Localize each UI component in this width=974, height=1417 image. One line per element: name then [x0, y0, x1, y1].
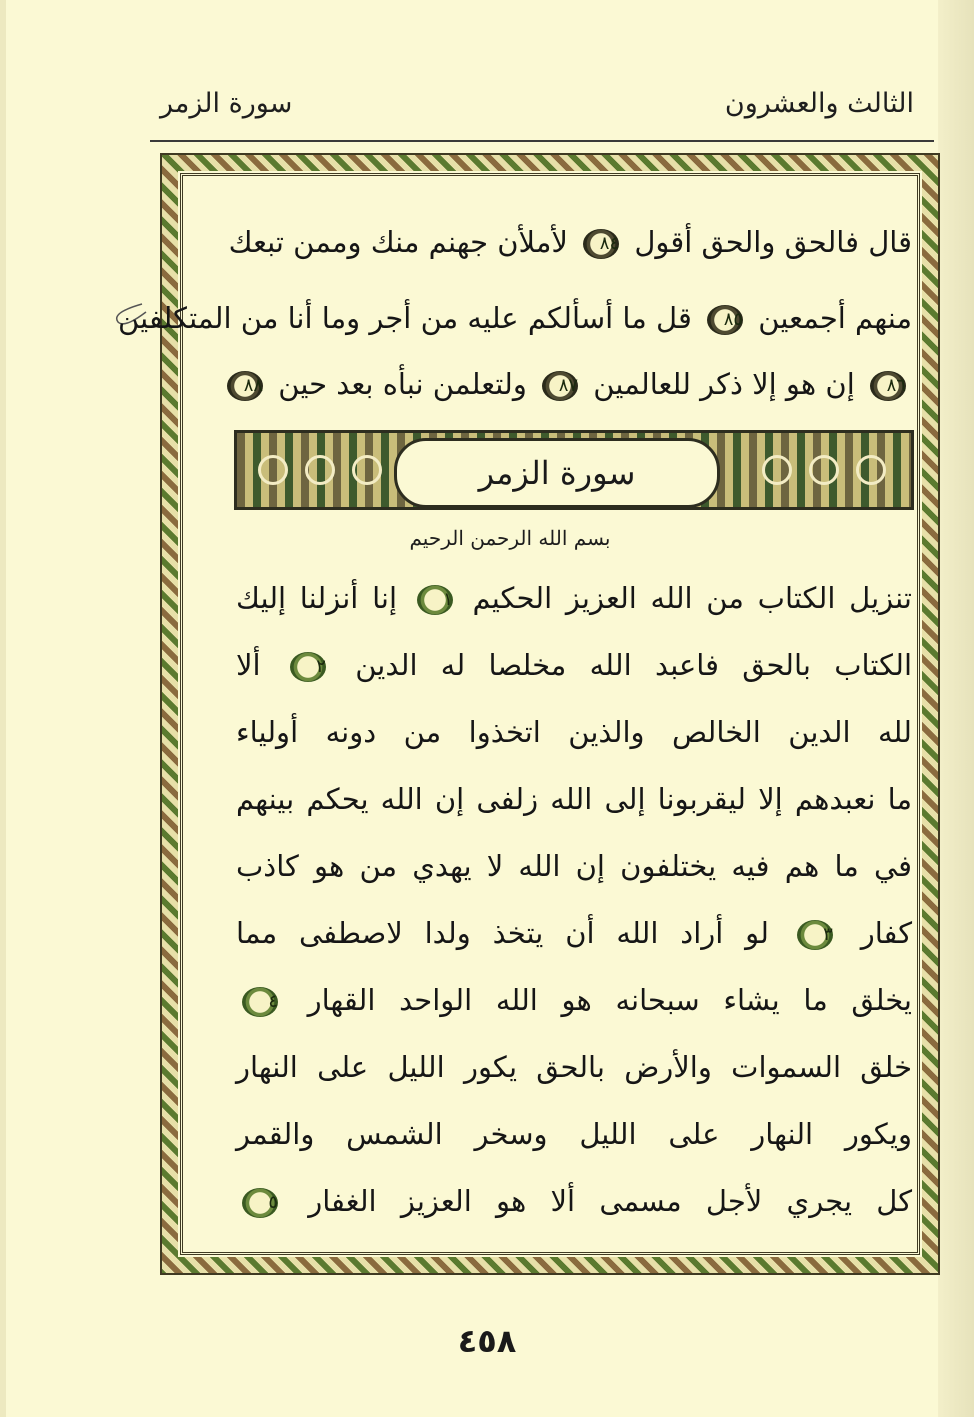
verse-text: قال فالحق والحق أقول [634, 225, 912, 259]
ornament-rosette-icon [305, 455, 335, 485]
text-line [236, 1112, 912, 1156]
page-number: ٤٥٨ [457, 1322, 517, 1360]
basmala: بسم الله الرحمن الرحيم [409, 526, 611, 550]
text-line [236, 576, 912, 620]
verse-text: خلق السموات والأرض بالحق يكور الليل على النهار [236, 1050, 912, 1084]
verse-text: منهم أجمعين [758, 301, 912, 335]
verse-text: ما نعبدهم إلا ليقربونا إلى الله زلفى إن الله يحكم بينهم [236, 782, 912, 816]
verse-text: كفار [860, 916, 913, 950]
verse-text: لو أراد الله أن يتخذ ولدا لاصطفى مما [236, 916, 769, 950]
header-rule [150, 140, 934, 142]
verse-text: إنا أنزلنا إليك [236, 581, 398, 615]
verse-text: ويكور النهار على الليل وسخر الشمس والقمر [236, 1117, 912, 1151]
ayah-number-marker: ١ [417, 585, 453, 615]
ayah-number-marker: ٣ [797, 920, 833, 950]
text-line [236, 1045, 912, 1089]
text-line [236, 1179, 912, 1223]
ayah-number-marker: ٥ [242, 1188, 278, 1218]
ornament-rosette-icon [856, 455, 886, 485]
ayah-number-marker: ٢ [290, 652, 326, 682]
verse-text: قل ما أسألكم عليه من أجر وما أنا من المتكلفين [118, 301, 692, 335]
surah-banner-title: سورة الزمر [394, 438, 720, 508]
text-line [118, 296, 912, 340]
ornament-rosette-icon [258, 455, 288, 485]
ornament-rosette-icon [762, 455, 792, 485]
verse-text: كل يجري لأجل مسمى ألا هو العزيز الغفار [308, 1184, 912, 1218]
text-line [236, 844, 912, 888]
banner-ornament-left [250, 444, 390, 496]
juz-title: الثالث والعشرون [724, 88, 914, 119]
verse-text: ولتعلمن نبأه بعد حين [278, 367, 527, 401]
text-line [236, 978, 912, 1022]
verse-text: إن هو إلا ذكر للعالمين [593, 367, 855, 401]
text-line [236, 362, 912, 406]
banner-ornament-right [754, 444, 894, 496]
ayah-number-marker: ٨٦ [870, 371, 906, 401]
text-line [236, 777, 912, 821]
ornament-rosette-icon [352, 455, 382, 485]
verse-text: يخلق ما يشاء سبحانه هو الله الواحد القهار [307, 983, 912, 1017]
ornament-rosette-icon [809, 455, 839, 485]
ayah-number-marker: ٨٧ [542, 371, 578, 401]
verse-text: في ما هم فيه يختلفون إن الله لا يهدي من هو كاذب [236, 849, 912, 883]
verse-text: لله الدين الخالص والذين اتخذوا من دونه أولياء [236, 715, 912, 749]
page-edge-left [0, 0, 6, 1417]
text-line [228, 220, 912, 264]
text-line [236, 643, 912, 687]
header-surah-title: سورة الزمر [160, 88, 293, 119]
verse-text: لأملأن جهنم منك وممن تبعك [228, 225, 568, 259]
ayah-number-marker: ٨٥ [707, 305, 743, 335]
ayah-number-marker: ٤ [242, 987, 278, 1017]
text-line [236, 710, 912, 754]
text-line [236, 911, 912, 955]
ayah-number-marker: ٨٨ [227, 371, 263, 401]
verse-text: تنزيل الكتاب من الله العزيز الحكيم [472, 581, 913, 615]
verse-text: ألا [236, 648, 261, 682]
page-edge-right [938, 0, 974, 1417]
verse-text: الكتاب بالحق فاعبد الله مخلصا له الدين [355, 648, 913, 682]
ayah-number-marker: ٨٤ [583, 229, 619, 259]
